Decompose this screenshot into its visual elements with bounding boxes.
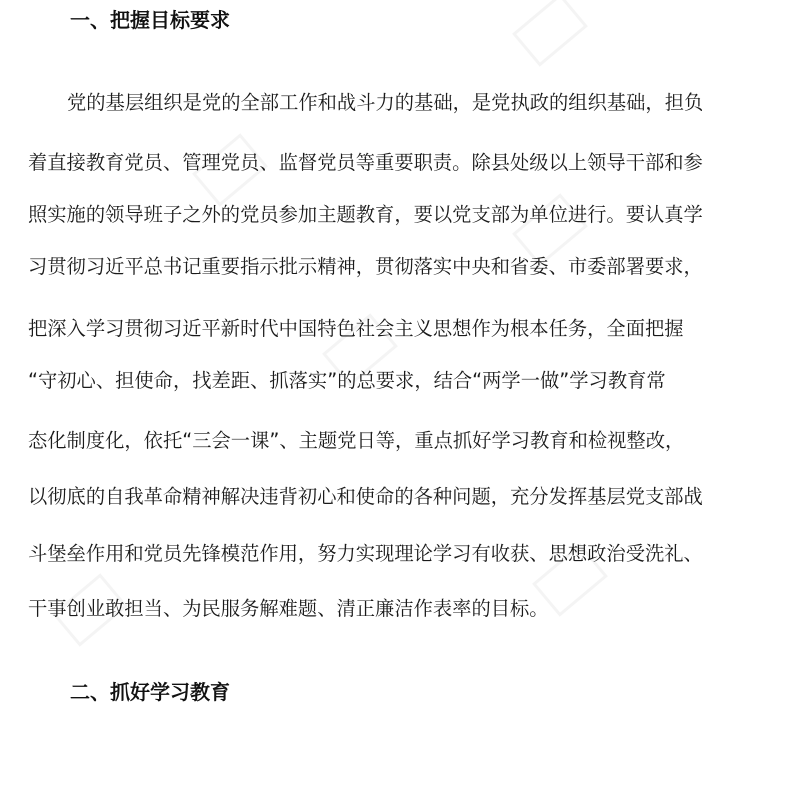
paragraph-line: 以彻底的自我革命精神解决违背初心和使命的各种问题，充分发挥基层党支部战 [28,485,703,508]
paragraph-line: 习贯彻习近平总书记重要指示批示精神，贯彻落实中央和省委、市委部署要求， [28,255,703,278]
paragraph-line: 斗堡垒作用和党员先锋模范作用，努力实现理论学习有收获、思想政治受洗礼、 [28,542,703,565]
paragraph-line: 着直接教育党员、管理党员、监督党员等重要职责。除县处级以上领导干部和参 [28,151,703,174]
paragraph-line: 干事创业敢担当、为民服务解难题、清正廉洁作表率的目标。 [28,597,549,620]
paragraph-line: “守初心、担使命，找差距、抓落实”的总要求，结合“两学一做”学习教育常 [28,369,666,392]
paragraph-line: 把深入学习贯彻习近平新时代中国特色社会主义思想作为根本任务，全面把握 [28,317,684,340]
paragraph-line: 态化制度化，依托“三会一课”、主题党日等，重点抓好学习教育和检视整改， [28,429,685,452]
paragraph-line: 党的基层组织是党的全部工作和战斗力的基础，是党执政的组织基础，担负 [67,91,704,114]
section-2-heading: 二、抓好学习教育 [70,680,230,704]
section-1-heading: 一、把握目标要求 [70,8,230,32]
watermark-mark [514,0,586,65]
paragraph-line: 照实施的领导班子之外的党员参加主题教育，要以党支部为单位进行。要认真学 [28,203,703,226]
